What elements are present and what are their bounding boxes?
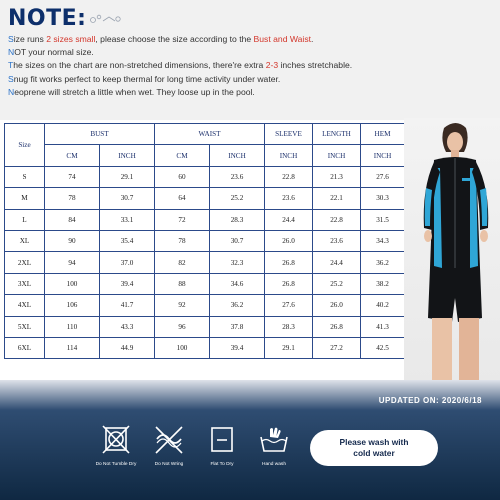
- table-cell: 3XL: [5, 273, 45, 294]
- table-cell: S: [5, 166, 45, 187]
- table-cell: 23.6: [313, 230, 361, 251]
- table-cell: 26.8: [313, 316, 361, 337]
- header-waist: WAIST: [155, 124, 265, 145]
- table-cell: 2XL: [5, 252, 45, 273]
- notes-panel: [0, 0, 500, 120]
- unit-hem-inch: INCH: [361, 145, 405, 166]
- table-cell: 34.6: [210, 273, 265, 294]
- note-line-1: Size runs 2 sizes small, please choose the size according to the Bust and Waist.: [8, 34, 314, 44]
- table-cell: 4XL: [5, 295, 45, 316]
- table-cell: 100: [155, 337, 210, 358]
- header-size: Size: [5, 124, 45, 167]
- table-cell: 84: [45, 209, 100, 230]
- table-cell: 25.2: [313, 273, 361, 294]
- table-cell: 25.2: [210, 188, 265, 209]
- table-cell: 26.0: [265, 230, 313, 251]
- table-cell: L: [5, 209, 45, 230]
- table-cell: 6XL: [5, 337, 45, 358]
- table-cell: 32.3: [210, 252, 265, 273]
- table-row: [5, 166, 405, 187]
- unit-waist-inch: INCH: [210, 145, 265, 166]
- table-row: [5, 188, 405, 209]
- header-hem: HEM: [361, 124, 405, 145]
- table-cell: 78: [155, 230, 210, 251]
- table-cell: 31.5: [361, 209, 405, 230]
- header-sleeve: SLEEVE: [265, 124, 313, 145]
- table-cell: 21.3: [313, 166, 361, 187]
- care-item-flat-dry: [198, 425, 246, 467]
- table-cell: 94: [45, 252, 100, 273]
- table-cell: 33.1: [100, 209, 155, 230]
- header-bust: BUST: [45, 124, 155, 145]
- header-length: LENGTH: [313, 124, 361, 145]
- table-cell: 78: [45, 188, 100, 209]
- care-item-hand-wash: [250, 425, 298, 467]
- note-line-3: The sizes on the chart are non-stretched dimensions, there're extra 2-3 inches stretchable.: [8, 60, 353, 71]
- table-cell: XL: [5, 230, 45, 251]
- table-cell: 40.2: [361, 295, 405, 316]
- unit-bust-inch: INCH: [100, 145, 155, 166]
- table-cell: 92: [155, 295, 210, 316]
- table-cell: 26.8: [265, 252, 313, 273]
- table-cell: 24.4: [313, 252, 361, 273]
- note-line-5: Neoprene will stretch a little when wet. They loose up in the pool.: [8, 86, 255, 97]
- wring-crossed-icon: [153, 442, 185, 459]
- table-cell: 96: [155, 316, 210, 337]
- table-cell: 41.3: [361, 316, 405, 337]
- table-cell: 100: [45, 273, 100, 294]
- table-cell: 43.3: [100, 316, 155, 337]
- unit-bust-cm: CM: [45, 145, 100, 166]
- table-cell: 22.8: [313, 209, 361, 230]
- note-title: NOTE:: [8, 6, 87, 31]
- size-table: [4, 123, 405, 359]
- table-cell: 22.8: [265, 166, 313, 187]
- table-cell: 90: [45, 230, 100, 251]
- care-item-no-tumble: [92, 425, 140, 467]
- table-row: [5, 230, 405, 251]
- table-cell: 26.0: [313, 295, 361, 316]
- cold-water-notice: [310, 430, 438, 466]
- table-cell: 23.6: [210, 166, 265, 187]
- unit-sleeve-inch: INCH: [265, 145, 313, 166]
- tumble-dry-crossed-icon: [100, 442, 132, 459]
- table-cell: 27.2: [313, 337, 361, 358]
- table-cell: 82: [155, 252, 210, 273]
- table-row: [5, 295, 405, 316]
- table-cell: 42.5: [361, 337, 405, 358]
- bubbles-icon: [89, 13, 123, 28]
- table-cell: 114: [45, 337, 100, 358]
- care-label: Hand wash: [262, 462, 286, 467]
- table-cell: 30.3: [361, 188, 405, 209]
- table-cell: 30.7: [210, 230, 265, 251]
- table-cell: 28.3: [265, 316, 313, 337]
- table-cell: 64: [155, 188, 210, 209]
- table-cell: 74: [45, 166, 100, 187]
- updated-date: UPDATED ON: 2020/6/18: [378, 396, 482, 405]
- table-row: [5, 316, 405, 337]
- care-label: Do Not Tumble Dry: [95, 462, 137, 467]
- table-cell: 44.9: [100, 337, 155, 358]
- table-cell: 37.8: [210, 316, 265, 337]
- hand-wash-icon: [258, 442, 290, 459]
- table-row: [5, 252, 405, 273]
- unit-length-inch: INCH: [313, 145, 361, 166]
- table-cell: 29.1: [100, 166, 155, 187]
- care-label: Flat To Dry: [210, 462, 234, 467]
- table-cell: 60: [155, 166, 210, 187]
- table-row: [5, 337, 405, 358]
- model-photo: [404, 118, 500, 383]
- table-cell: 24.4: [265, 209, 313, 230]
- table-cell: 27.6: [265, 295, 313, 316]
- table-cell: 36.2: [361, 252, 405, 273]
- table-cell: 106: [45, 295, 100, 316]
- note-line-4: Snug fit works perfect to keep thermal for long time activity under water.: [8, 73, 281, 84]
- care-item-no-wring: [145, 425, 193, 467]
- size-table-container: [4, 123, 404, 359]
- table-cell: 5XL: [5, 316, 45, 337]
- wash-line-1: Please wash with: [339, 437, 409, 447]
- note-line-2: NOT your normal size.: [8, 47, 94, 58]
- table-cell: 36.2: [210, 295, 265, 316]
- table-cell: 28.3: [210, 209, 265, 230]
- flat-dry-icon: [206, 442, 238, 459]
- table-cell: 26.8: [265, 273, 313, 294]
- table-cell: 38.2: [361, 273, 405, 294]
- table-cell: 23.6: [265, 188, 313, 209]
- table-cell: 39.4: [210, 337, 265, 358]
- table-cell: 27.6: [361, 166, 405, 187]
- table-row: [5, 273, 405, 294]
- table-cell: 34.3: [361, 230, 405, 251]
- table-cell: 35.4: [100, 230, 155, 251]
- table-cell: 41.7: [100, 295, 155, 316]
- table-cell: 72: [155, 209, 210, 230]
- table-cell: 30.7: [100, 188, 155, 209]
- table-cell: 37.0: [100, 252, 155, 273]
- care-label: Do Not Wring: [154, 462, 184, 467]
- table-cell: 110: [45, 316, 100, 337]
- table-cell: 88: [155, 273, 210, 294]
- table-cell: 29.1: [265, 337, 313, 358]
- table-cell: 39.4: [100, 273, 155, 294]
- table-cell: 22.1: [313, 188, 361, 209]
- unit-waist-cm: CM: [155, 145, 210, 166]
- wash-line-2: cold water: [353, 448, 395, 458]
- table-row: [5, 209, 405, 230]
- table-cell: M: [5, 188, 45, 209]
- note-heading: [8, 6, 492, 31]
